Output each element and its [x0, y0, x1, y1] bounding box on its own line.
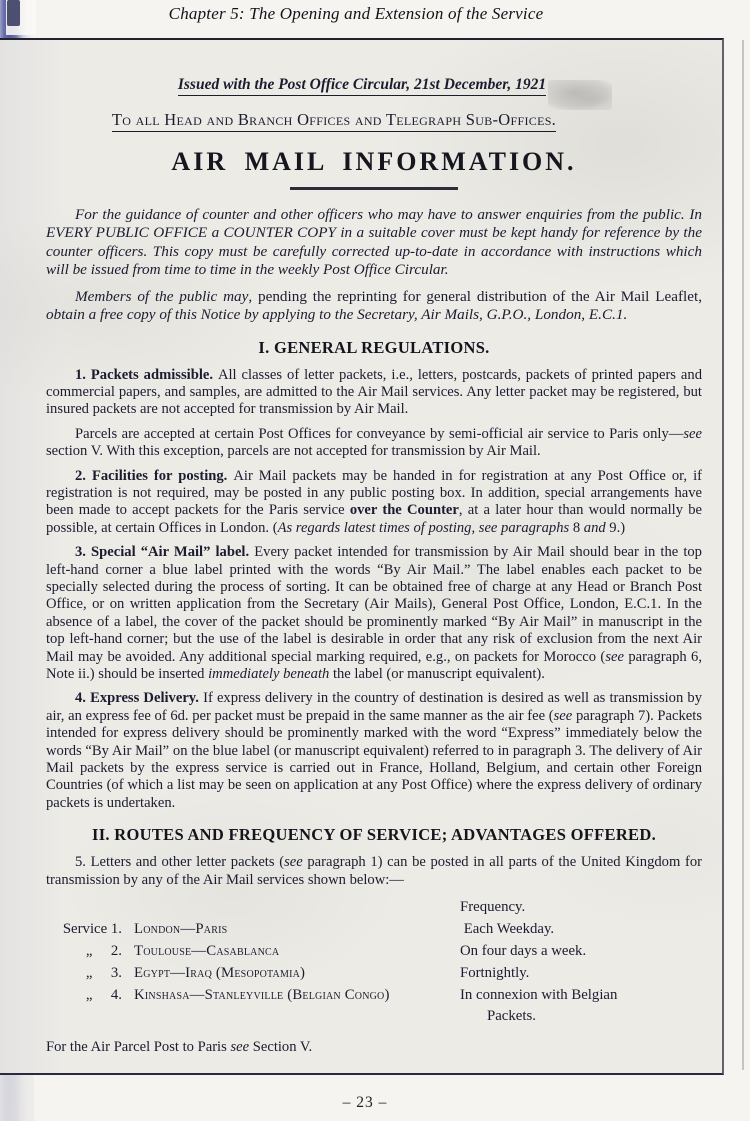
text-segment: see — [605, 648, 624, 665]
service-frequency — [452, 985, 702, 1027]
text-segment: see — [683, 425, 702, 442]
service-route: London—Paris — [134, 921, 228, 938]
paragraph — [46, 288, 702, 325]
text-segment: paragraph 6, Note ii.) should be inserted — [46, 648, 702, 682]
text-segment: see — [284, 854, 303, 871]
section-heading: II. ROUTES AND FREQUENCY OF SERVICE; ADVANTAGES OFFERED. — [91, 825, 656, 845]
text-segment: Section V. — [249, 1039, 313, 1056]
text-segment: section V. With this exception, parcels are not accepted for transmission by Air Mail. — [46, 443, 541, 460]
frequency-column-header: Frequency. — [460, 899, 526, 916]
text-segment: 1. Packets admissible. — [75, 366, 218, 383]
frequency-line: Each Weekday. — [460, 921, 555, 938]
scan-edge-line — [742, 40, 744, 1070]
paragraph — [46, 544, 702, 683]
addressee-line — [6, 110, 662, 130]
text-segment: , at a later hour than would normally be possible, at certain Offices in London. ( — [46, 502, 703, 536]
service-row — [46, 963, 702, 984]
text-segment: , pending the reprinting for general distribution of the Air Mail Leaflet, — [248, 287, 702, 305]
text-segment: obtain a free copy of this Notice by applying to the Secretary, Air Mails, G.P.O., London, E.C.1. — [46, 306, 628, 323]
paragraph — [46, 206, 702, 280]
notice-body — [46, 206, 702, 1057]
paragraph — [46, 854, 702, 889]
service-route: Egypt—Iraq (Mesopotamia) — [134, 965, 306, 982]
text-segment: Parcels are accepted at certain Post Offices for conveyance by semi-official air service to Paris only— — [75, 425, 684, 442]
text-segment: immediately beneath — [208, 666, 330, 682]
text-segment: 3. Special “Air Mail” label. — [75, 544, 255, 561]
text-segment: paragraph 7). Packets intended for express delivery should be prominently marked with the word “Express” immediately below the words “By Air Mail” on the blue label (or manuscript equivalent) referred to in paragraph 3. The delivery of Air Mail packets by the express service is carried out in France, Holland, Belgium, and certain other Foreign Countries (of which a list may be seen on application at any Post Office) where the express delivery of ordinary packets is undertaken. — [46, 707, 703, 811]
addressee-text: To all Head and Branch Offices and Telegraph Sub-Offices. — [112, 110, 556, 132]
issued-text: Issued with the Post Office Circular, 21st December, 1921 — [178, 76, 546, 96]
page-number: – 23 – — [342, 1094, 388, 1111]
text-segment: 2. Facilities for posting. — [75, 467, 234, 484]
service-label: „ 3. — [85, 965, 122, 982]
text-segment: 5. Letters and other letter packets ( — [75, 854, 285, 871]
service-label: „ 4. — [85, 987, 122, 1004]
text-segment: see — [230, 1039, 250, 1056]
text-segment: 9.) — [605, 519, 626, 536]
frequency-line: Packets. — [487, 1008, 536, 1025]
service-table — [46, 897, 702, 1027]
text-segment: 4. Express Delivery. — [75, 690, 204, 707]
paragraph — [46, 690, 702, 812]
text-segment: Air Mail packets may be handed in for registration at any Post Office or, if registration is not required, may be posted in any public posting box. In addition, special arrangements have been made to accept packets for the Paris service — [46, 467, 702, 519]
text-segment: the label (or manuscript equivalent). — [329, 666, 545, 682]
service-label: Service 1. — [62, 921, 122, 938]
text-segment: and — [583, 519, 606, 536]
service-route: Toulouse—Casablanca — [134, 943, 280, 960]
service-row — [46, 941, 702, 962]
notice-box — [0, 38, 724, 1075]
service-frequency — [452, 919, 702, 940]
frequency-line: On four days a week. — [460, 943, 587, 960]
text-segment: 8 — [569, 519, 584, 536]
text-segment: over the Counter — [349, 502, 459, 519]
paragraph — [46, 367, 702, 419]
service-row — [46, 985, 702, 1027]
service-route: Kinshasa—Stanleyville (Belgian Congo) — [134, 987, 390, 1004]
service-label: „ 2. — [85, 943, 122, 960]
text-segment: If express delivery in the country of destination is desired as well as transmission by air, an express fee of 6d. per packet must be prepaid in the same manner as the air fee ( — [46, 690, 703, 724]
service-frequency — [452, 941, 702, 962]
text-segment: For the guidance of counter and other officers who may have to answer enquiries from the public. In EVERY PUBLIC OFFICE a COUNTER COPY in a suitable cover must be kept handy for reference by the counter officers. This copy must be carefully corrected up-to-date in accordance with instructions which will be issued from time to time in the weekly Post Office Circular. — [46, 205, 702, 278]
text-segment: For the Air Parcel Post to Paris — [46, 1039, 231, 1056]
paragraph — [46, 468, 702, 538]
text-segment: As regards latest times of posting, see paragraphs — [277, 519, 570, 536]
title-rule — [290, 187, 458, 190]
section-heading: I. GENERAL REGULATIONS. — [258, 337, 490, 357]
text-segment: Members of the public may — [75, 287, 249, 305]
service-frequency — [452, 963, 702, 984]
notice-title: AIR MAIL INFORMATION. — [171, 147, 577, 176]
text-segment: Every packet intended for transmission by Air Mail should bear in the top left-hand corner a blue label printed with the words “By Air Mail.” The label enables each packet to be specially selected during the process of sorting. It can be obtained free of charge at any Head or Branch Post Office, or on written application from the Secretary (Air Mails), General Post Office, London, E.C.1. In the absence of a label, the cover of the packet should be prominently marked “By Air Mail” in manuscript in the top left-hand corner; but the use of the label is desirable in order that any risk of exclusion from the next Air Mail may be avoided. Any additional special marking required, e.g., on packets for Morocco ( — [46, 544, 702, 665]
text-segment: paragraph 1) can be posted in all parts of the United Kingdom for transmission by any of the Air Mail services shown below:— — [46, 854, 703, 888]
chapter-header: Chapter 5: The Opening and Extension of the Service — [168, 4, 544, 23]
frequency-line: Fortnightly. — [460, 965, 530, 982]
service-row — [46, 919, 702, 940]
text-segment: All classes of letter packets, i.e., letters, postcards, packets of printed papers and commercial papers, and samples, are admitted to the Air Mail services. Any letter packet may be registered, but insured packets are not accepted for transmission by Air Mail. — [46, 366, 703, 418]
issued-line — [34, 76, 690, 94]
frequency-line: In connexion with Belgian — [460, 987, 618, 1004]
text-segment: see — [553, 707, 573, 724]
paragraph — [46, 426, 702, 461]
paragraph — [46, 1039, 702, 1056]
